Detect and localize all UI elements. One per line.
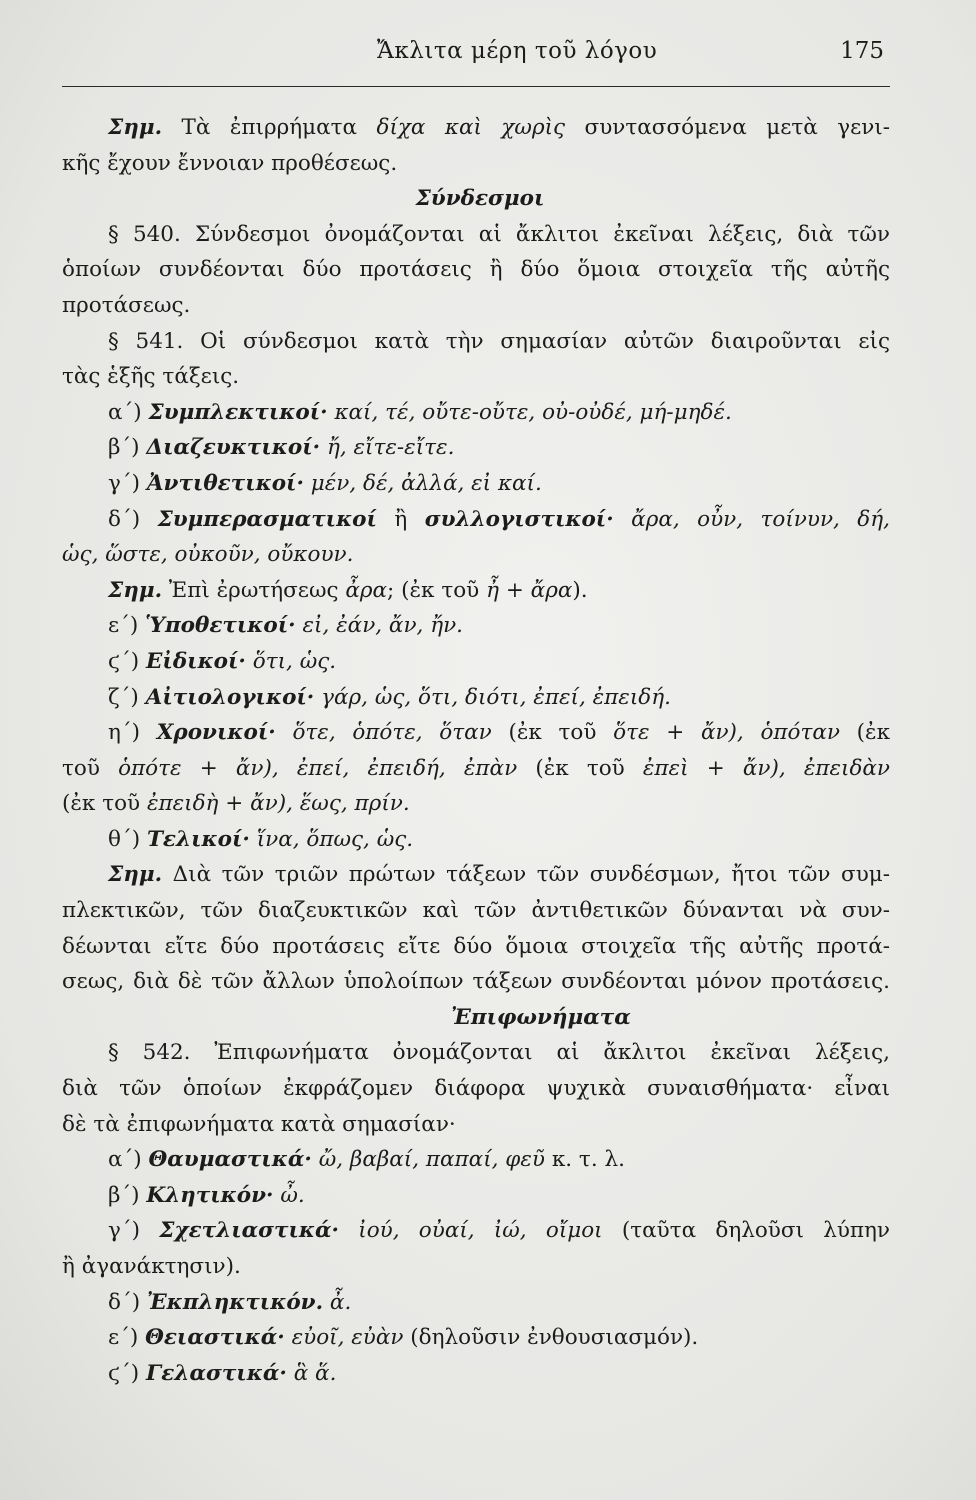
paragraph-line: προτάσεως. — [62, 292, 191, 318]
paragraph-line: διὰ τῶν ὁποίων ἐκφράζομεν διάφορα ψυχικὰ συναισθήματα· εἶναι — [62, 1076, 890, 1102]
note-line: κῆς ἔχουν ἔννοιαν προθέσεως. — [62, 150, 398, 176]
paragraph-line: § 542. Ἐπιφωνήματα ὀνομάζονται αἱ ἄκλιτοι ἐκεῖναι λέξεις, — [108, 1040, 890, 1066]
paragraph-line: § 540. Σύνδεσμοι ὀνομάζονται αἱ ἄκλιτοι ἐκεῖναι λέξεις, διὰ τῶν — [108, 221, 890, 247]
page-header — [62, 36, 890, 87]
page-number: 175 — [840, 38, 884, 64]
paragraph-line: τὰς ἑξῆς τάξεις. — [62, 364, 240, 390]
note-line: πλεκτικῶν, τῶν διαζευκτικῶν καὶ τῶν ἀντιθετικῶν δύνανται νὰ συν- — [62, 898, 890, 924]
note-line: δέωνται εἴτε δύο προτάσεις εἴτε δύο ὅμοια στοιχεῖα τῆς αὐτῆς προτά- — [62, 933, 890, 959]
list-item: ζ΄) Αἰτιολογικοί· γάρ, ὡς, ὅτι, διότι, ἐπεί, ἐπειδή. — [108, 684, 671, 710]
list-item-continuation: (ἐκ τοῦ ἐπειδὴ + ἄν), ἕως, πρίν. — [62, 791, 410, 817]
list-item: α΄) Συμπλεκτικοί· καί, τέ, οὔτε-οὔτε, οὐ-οὐδέ, μή-μηδέ. — [108, 399, 732, 425]
section-heading: Ἐπιφωνήματα — [451, 1004, 631, 1030]
list-item: γ΄) Σχετλιαστικά· ἰού, οὐαί, ἰώ, οἴμοι (ταῦτα δηλοῦσι λύπην — [108, 1218, 890, 1244]
note-line: Σημ. Τὰ ἐπιρρήματα δίχα καὶ χωρὶς συντασσόμενα μετὰ γενι- — [108, 115, 890, 140]
note-line: σεως, διὰ δὲ τῶν ἄλλων ὑπολοίπων τάξεων συνδέονται μόνον προτάσεις. — [62, 969, 890, 995]
list-item: β΄) Κλητικόν· ὦ. — [108, 1182, 305, 1208]
list-item: β΄) Διαζευκτικοί· ἤ, εἴτε-εἴτε. — [108, 435, 455, 461]
section-heading: Σύνδεσμοι — [415, 186, 545, 212]
list-item: ε΄) Ὑποθετικοί· εἰ, ἐάν, ἄν, ἤν. — [108, 613, 463, 639]
note-line: Σημ. Ἐπὶ ἐρωτήσεως ἆρα; (ἐκ τοῦ ἦ + ἄρα). — [108, 577, 588, 603]
paragraph-line: δὲ τὰ ἐπιφωνήματα κατὰ σημασίαν· — [62, 1111, 456, 1137]
paragraph-line: § 541. Οἱ σύνδεσμοι κατὰ τὴν σημασίαν αὐτῶν διαιροῦνται εἰς — [108, 328, 890, 354]
list-item-continuation: τοῦ ὁπότε + ἄν), ἐπεί, ἐπειδή, ἐπὰν (ἐκ τοῦ ἐπεὶ + ἄν), ἐπειδὰν — [62, 755, 890, 781]
list-item: ϛ΄) Εἰδικοί· ὅτι, ὡς. — [108, 648, 337, 674]
list-item-continuation: ὡς, ὥστε, οὐκοῦν, οὔκουν. — [62, 542, 354, 568]
list-item: γ΄) Ἀντιθετικοί· μέν, δέ, ἀλλά, εἰ καί. — [108, 470, 542, 496]
list-item: ε΄) Θειαστικά· εὐοῖ, εὐὰν (δηλοῦσιν ἐνθουσιασμόν). — [108, 1325, 699, 1351]
list-item: η΄) Χρονικοί· ὅτε, ὁπότε, ὅταν (ἐκ τοῦ ὅτε + ἄν), ὁπόταν (ἐκ — [108, 720, 890, 746]
list-item: δ΄) Ἐκπληκτικόν. ἆ. — [108, 1289, 352, 1315]
list-item-continuation: ἢ ἀγανάκτησιν). — [62, 1254, 241, 1279]
running-title: Ἄκλιτα μέρη τοῦ λόγου — [377, 38, 658, 64]
list-item: α΄) Θαυμαστικά· ὤ, βαβαί, παπαί, φεῦ κ. τ. λ. — [108, 1147, 625, 1173]
page-body — [62, 110, 890, 1391]
list-item: θ΄) Τελικοί· ἵνα, ὅπως, ὡς. — [108, 826, 414, 852]
list-item: ϛ΄) Γελαστικά· ἃ ἅ. — [108, 1360, 337, 1386]
note-line: Σημ. Διὰ τῶν τριῶν πρώτων τάξεων τῶν συνδέσμων, ἤτοι τῶν συμ- — [108, 862, 890, 888]
list-item: δ΄) Συμπερασματικοί ἢ συλλογιστικοί· ἄρα, οὖν, τοίνυν, δή, — [108, 506, 890, 532]
paragraph-line: ὁποίων συνδέονται δύο προτάσεις ἢ δύο ὅμοια στοιχεῖα τῆς αὐτῆς — [62, 257, 890, 283]
